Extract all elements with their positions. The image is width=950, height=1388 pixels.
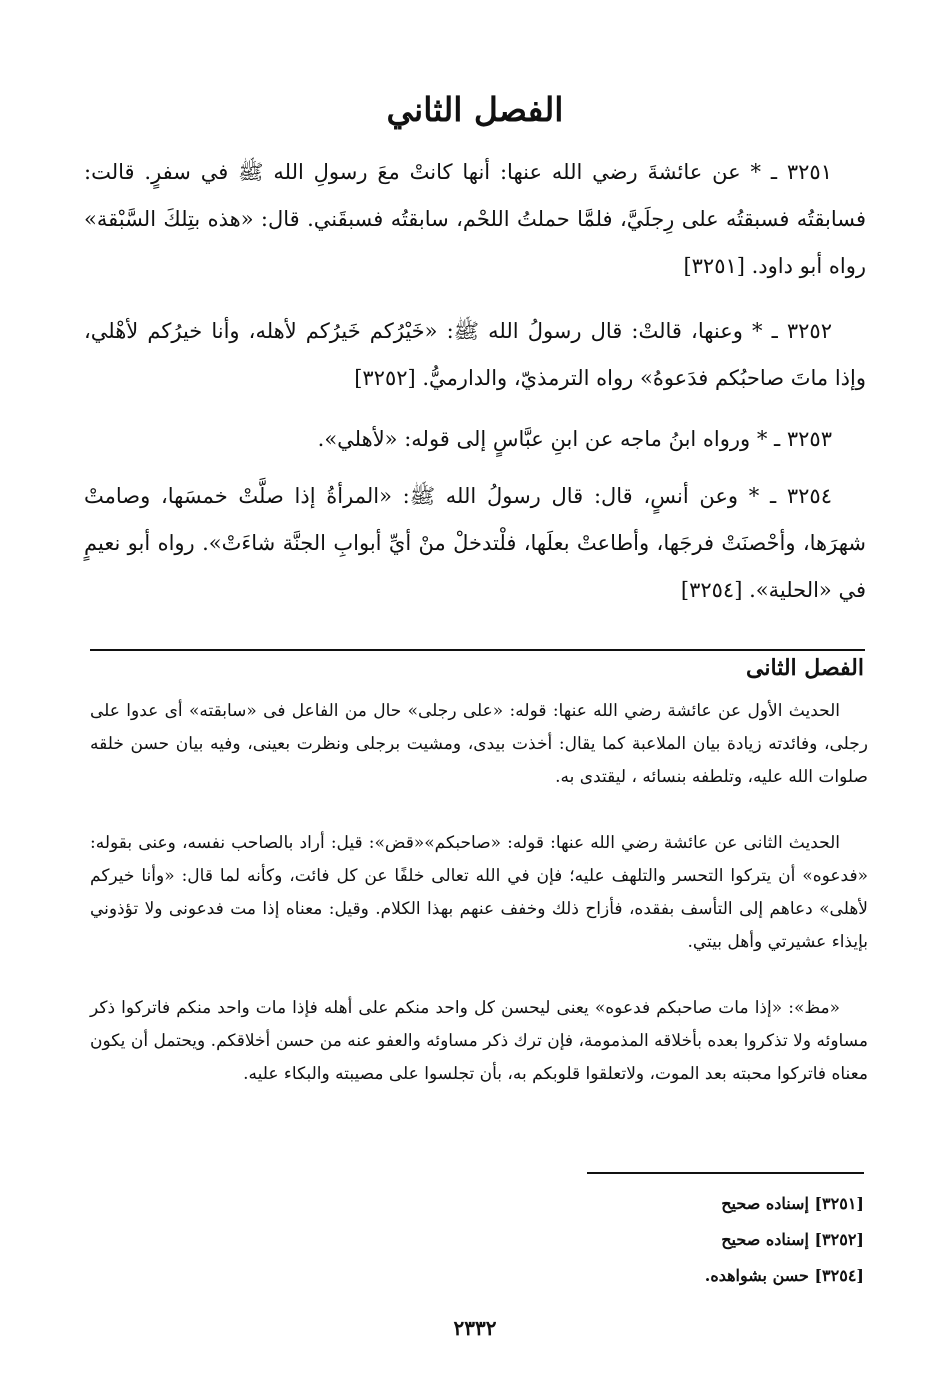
commentary-text: الحديث الأول عن عائشة رضي الله عنها: قوله: «على رجلى» حال من الفاعل فى «سابقته» أى عدوا على رجلى، وفائدته زيادة بيان الملاعبة كما يقال: أخذت بيدى، ومشيت برجلى ونظرت بعينى، وفيه بيان حسن خلقه صلوات الله عليه، وتلطفه بنسائه ، ليقتدى به. bbox=[90, 701, 868, 787]
footnote-3254: [٣٢٥٤] حسن بشواهده. bbox=[704, 1266, 864, 1285]
commentary-paragraph-3 bbox=[90, 992, 868, 1091]
hadith-3252 bbox=[84, 308, 866, 402]
hadith-3254 bbox=[84, 473, 866, 614]
hadith-3251 bbox=[84, 149, 866, 290]
hadith-text: ٣٢٥١ ـ * عن عائشةَ رضي الله عنها: أنها كانتْ معَ رسولِ الله ﷺ في سفرٍ. قالت: فسابقتُه فسبقتُه على رِجلَيَّ، فلمَّا حملتُ اللحْم، سابقتُه فسبقَني. قال: «هذه بتِلكَ السَّبْقة» رواه أبو داود. [٣٢٥١] bbox=[84, 160, 866, 278]
commentary-title: الفصل الثانى bbox=[746, 655, 864, 681]
commentary-text: «مظ»: «إذا مات صاحبكم فدعوه» يعنى ليحسن كل واحد منكم على أهله فإذا مات واحد منكم فاتركوا ذكر مساوئه ولا تذكروا بعده بأخلاقه المذمومة، فإن ترك ذكر مساوئه والعفو عنه من حسن أخلاقكم. ويحتمل أن يكون معناه فاتركوا محبته بعد الموت، ولاتعلقوا قلوبكم به، بأن تجلسوا على مصيبته والبكاء عليه. bbox=[90, 998, 868, 1084]
hadith-text: ٣٢٥٣ ـ * ورواه ابنُ ماجه عن ابنِ عبَّاسٍ إلى قوله: «لأهلي». bbox=[317, 427, 832, 451]
footnotes bbox=[464, 1186, 864, 1294]
commentary-text: الحديث الثانى عن عائشة رضي الله عنها: قوله: «صاحبكم»«قض»: قيل: أراد بالصاحب نفسه، وعنى بقوله: «فدعوه» أن يتركوا التحسر والتلهف عليه؛ فإن في الله تعالى خلفًا عن كل فائت، وكأنه لما قال: «وأنا خيركم لأهلى» دعاهم إلى التأسف بفقده، فأزاح ذلك وخفف عنهم بهذا الكلام. وقيل: معناه إذا مت فدعونى ولا تؤذوني بإيذاء عشيرتي وأهل بيتي. bbox=[90, 833, 868, 952]
commentary-paragraph-2 bbox=[90, 827, 868, 959]
footnote-3252: [٣٢٥٢] إسناده صحيح bbox=[721, 1230, 864, 1249]
hadith-3253 bbox=[84, 416, 866, 463]
commentary-paragraph-1 bbox=[90, 695, 868, 794]
hadith-text: ٣٢٥٢ ـ * وعنها، قالتْ: قال رسولُ الله ﷺ: «خَيْرُكم خَيرُكم لأهله، وأنا خيرُكم لأهْلي، وإذا ماتَ صاحبُكم فدَعوهُ» رواه الترمذيّ، والدارميُّ. [٣٢٥٢] bbox=[84, 319, 866, 390]
footnote-3251: [٣٢٥١] إسناده صحيح bbox=[721, 1194, 864, 1213]
section-title: الفصل الثاني bbox=[386, 90, 564, 129]
page-number: ٢٣٣٢ bbox=[453, 1316, 497, 1340]
footnote-divider bbox=[587, 1172, 864, 1174]
hadith-text: ٣٢٥٤ ـ * وعن أنسٍ، قال: قال رسولُ الله ﷺ: «المرأةُ إذا صلَّتْ خمسَها، وصامتْ شهرَها، وأحْصنَتْ فرجَها، وأطاعتْ بعلَها، فلْتدخلْ منْ أيِّ أبوابِ الجنَّة شاءَتْ». رواه أبو نعيمٍ في «الحلية». [٣٢٥٤] bbox=[84, 484, 866, 602]
